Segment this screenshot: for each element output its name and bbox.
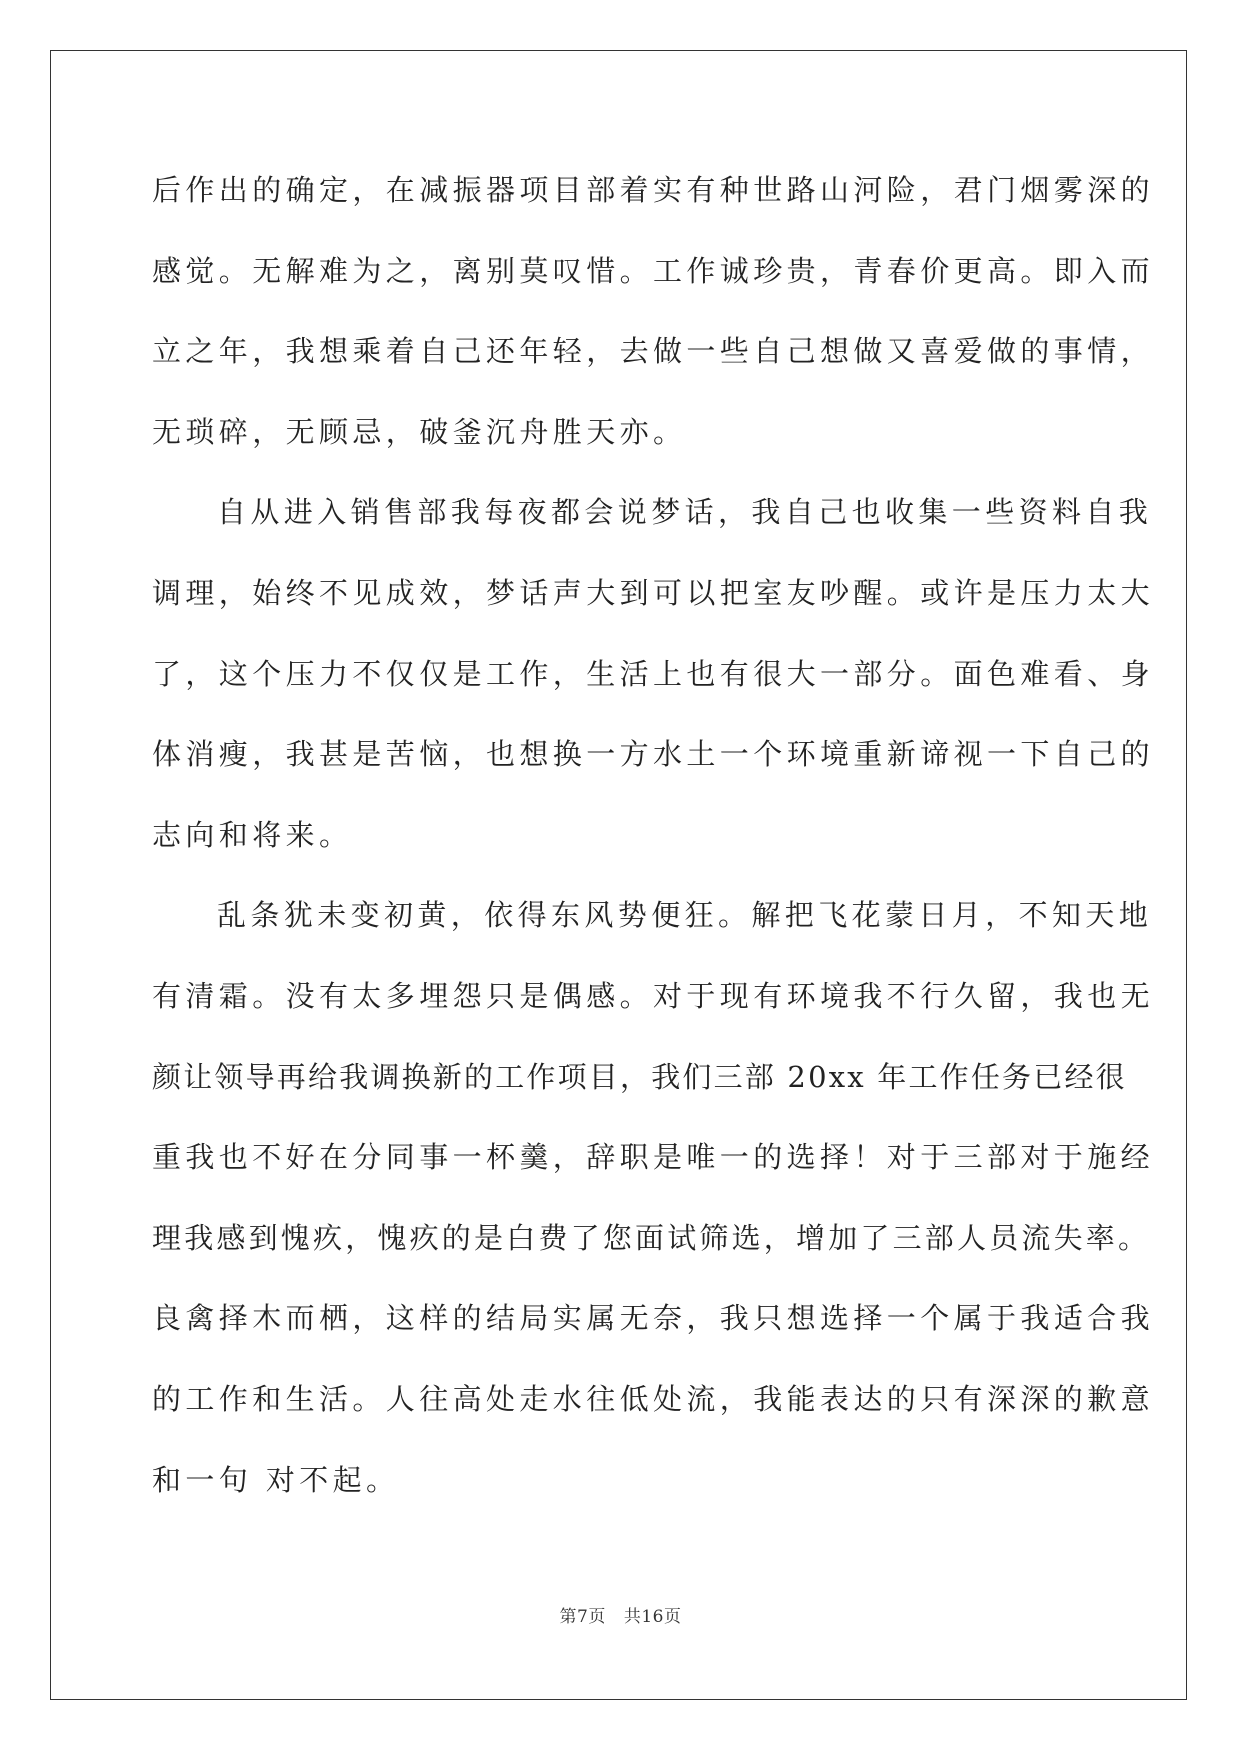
document-body [152, 160, 1155, 1530]
text-line: 颜让领导再给我调换新的工作项目，我们三部 20xx 年工作任务已经很 [152, 1059, 1127, 1094]
text-line: 立之年，我想乘着自己还年轻，去做一些自己想做又喜爱做的事情， [152, 334, 1155, 369]
text-line: 后作出的确定，在减振器项目部着实有种世路山河险，君门烟雾深的 [152, 173, 1155, 207]
text-line: 良禽择木而栖，这样的结局实属无奈，我只想选择一个属于我适合我 [152, 1301, 1155, 1336]
text-line: 重我也不好在分同事一杯羹，辞职是唯一的选择！对于三部对于施经 [152, 1140, 1155, 1175]
page-number-current: 第7页 [559, 1607, 606, 1627]
text-line: 有清霜。没有太多埋怨只是偶感。对于现有环境我不行久留，我也无 [152, 978, 1155, 1013]
page-number-total: 共16页 [623, 1607, 682, 1627]
text-line: 调理，始终不见成效，梦话声大到可以把室友吵醒。或许是压力太大 [152, 575, 1155, 610]
text-line: 感觉。无解难为之，离别莫叹惜。工作诚珍贵，青春价更高。即入而 [152, 253, 1155, 288]
paragraph-first-line: 自从进入销售部我每夜都会说梦话，我自己也收集一些资料自我 [217, 495, 1153, 530]
text-line: 了，这个压力不仅仅是工作，生活上也有很大一部分。面色难看、身 [152, 656, 1155, 691]
page-footer [0, 1606, 1241, 1628]
text-line: 和一句 对不起。 [152, 1462, 400, 1497]
text-line: 的工作和生活。人往高处走水往低处流，我能表达的只有深深的歉意 [152, 1381, 1155, 1416]
text-line: 理我感到愧疚，愧疚的是白费了您面试筛选，增加了三部人员流失率。 [152, 1220, 1151, 1255]
paragraph-first-line: 乱条犹未变初黄，依得东风势便狂。解把飞花蒙日月，不知天地 [217, 898, 1153, 933]
text-line: 无琐碎，无顾忌，破釜沉舟胜天亦。 [152, 414, 687, 449]
text-line: 体消瘦，我甚是苦恼，也想换一方水土一个环境重新谛视一下自己的 [152, 737, 1155, 772]
text-line: 志向和将来。 [152, 817, 353, 852]
